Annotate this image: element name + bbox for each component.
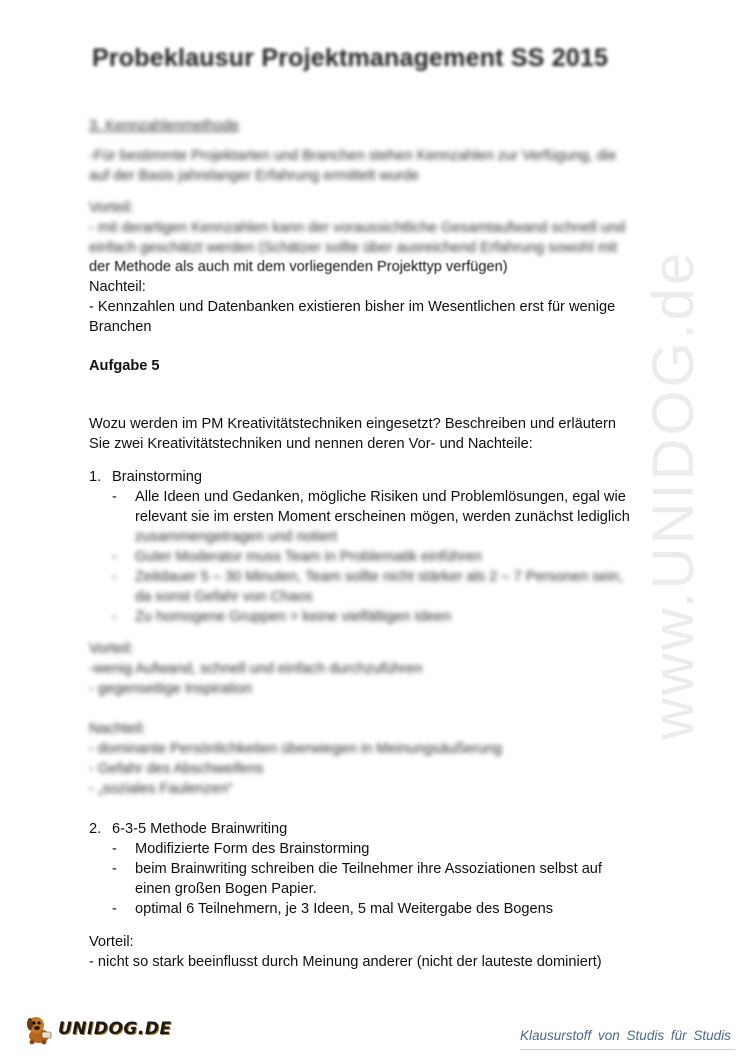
dog-mascot-icon (22, 1012, 56, 1046)
list-number: 2. (89, 821, 102, 837)
bullet-dash: - (112, 901, 117, 917)
paragraph-line: der Methode als auch mit dem vorliegenden Projekttyp verfügen) (89, 259, 508, 275)
page-title: Probeklausur Projektmanagement SS 2015 (92, 44, 609, 72)
bullet-line: da sonst Gefahr von Chaos (135, 589, 313, 605)
section-heading: 3. Kennzahlenmethode (89, 118, 240, 134)
bullet-line: Modifizierte Form des Brainstorming (135, 841, 370, 857)
paragraph-line: - Gefahr des Abschweifens (89, 761, 264, 777)
paragraph-line: - gegenseitige Inspiration (89, 681, 253, 697)
question-line: Sie zwei Kreativitätstechniken und nennen deren Vor- und Nachteile: (89, 436, 533, 452)
footer-brand: UNIDOG.DE (58, 1019, 172, 1039)
paragraph-line: auf der Basis jahrelanger Erfahrung ermittelt wurde (89, 168, 420, 184)
footer-tagline: Klausurstoff von Studis für Studis (520, 1028, 731, 1043)
footer-divider (520, 1049, 735, 1050)
nachteil-label: Nachteil: (89, 279, 146, 295)
question-line: Wozu werden im PM Kreativitätstechniken eingesetzt? Beschreiben und erläutern (89, 416, 617, 432)
bullet-line: Zeitdauer 5 – 30 Minuten, Team sollte nicht stärker als 2 – 7 Personen sein, (135, 569, 624, 585)
bullet-dash: - (112, 489, 117, 505)
bullet-dash: - (112, 569, 117, 585)
nachteil-label: Nachteil: (89, 721, 146, 737)
bullet-dash: - (112, 841, 117, 857)
bullet-line: Alle Ideen und Gedanken, mögliche Risiken und Problemlösungen, egal wie (135, 489, 626, 505)
paragraph-line: Branchen (89, 319, 152, 335)
bullet-line: Zu homogene Gruppen = keine vielfältigen Ideen (135, 609, 452, 625)
list-item-title: 6-3-5 Methode Brainwriting (112, 821, 288, 837)
paragraph-line: - mit derartigen Kennzahlen kann der voraussichtliche Gesamtaufwand schnell und (89, 220, 626, 236)
vorteil-label: Vorteil: (89, 641, 134, 657)
footer-logo[interactable] (22, 1012, 172, 1046)
watermark: www.UNIDOG.de (641, 249, 706, 740)
paragraph-line: einfach geschätzt werden (Schätzer sollte über ausreichend Erfahrung sowohl mit (89, 240, 618, 256)
bullet-line: Guter Moderator muss Team in Problematik einführen (135, 549, 482, 565)
bullet-line: relevant sie im ersten Moment erscheinen mögen, werden zunächst lediglich (135, 509, 630, 525)
vorteil-label: Vorteil: (89, 934, 134, 950)
paragraph-line: - Kennzahlen und Datenbanken existieren bisher im Wesentlichen erst für wenige (89, 299, 616, 315)
paragraph-line: - „soziales Faulenzen“ (89, 781, 233, 797)
paragraph-line: -Für bestimmte Projektarten und Branchen stehen Kennzahlen zur Verfügung, die (89, 148, 617, 164)
bullet-line: beim Brainwriting schreiben die Teilnehmer ihre Assoziationen selbst auf (135, 861, 602, 877)
bullet-dash: - (112, 609, 117, 625)
list-number: 1. (89, 469, 102, 485)
bullet-line: einen großen Bogen Papier. (135, 881, 317, 897)
vorteil-label: Vorteil: (89, 200, 134, 216)
task-heading: Aufgabe 5 (89, 358, 160, 374)
paragraph-line: - nicht so stark beeinflusst durch Meinung anderer (nicht der lauteste dominiert) (89, 954, 602, 970)
bullet-dash: - (112, 549, 117, 565)
paragraph-line: -wenig Aufwand, schnell und einfach durchzuführen (89, 661, 423, 677)
list-item-title: Brainstorming (112, 469, 203, 485)
paragraph-line: - dominante Persönlichkeiten überwiegen in Meinungsäußerung (89, 741, 502, 757)
bullet-line: optimal 6 Teilnehmern, je 3 Ideen, 5 mal Weitergabe des Bogens (135, 901, 554, 917)
bullet-line: zusammengetragen und notiert (135, 529, 338, 545)
bullet-dash: - (112, 861, 117, 877)
